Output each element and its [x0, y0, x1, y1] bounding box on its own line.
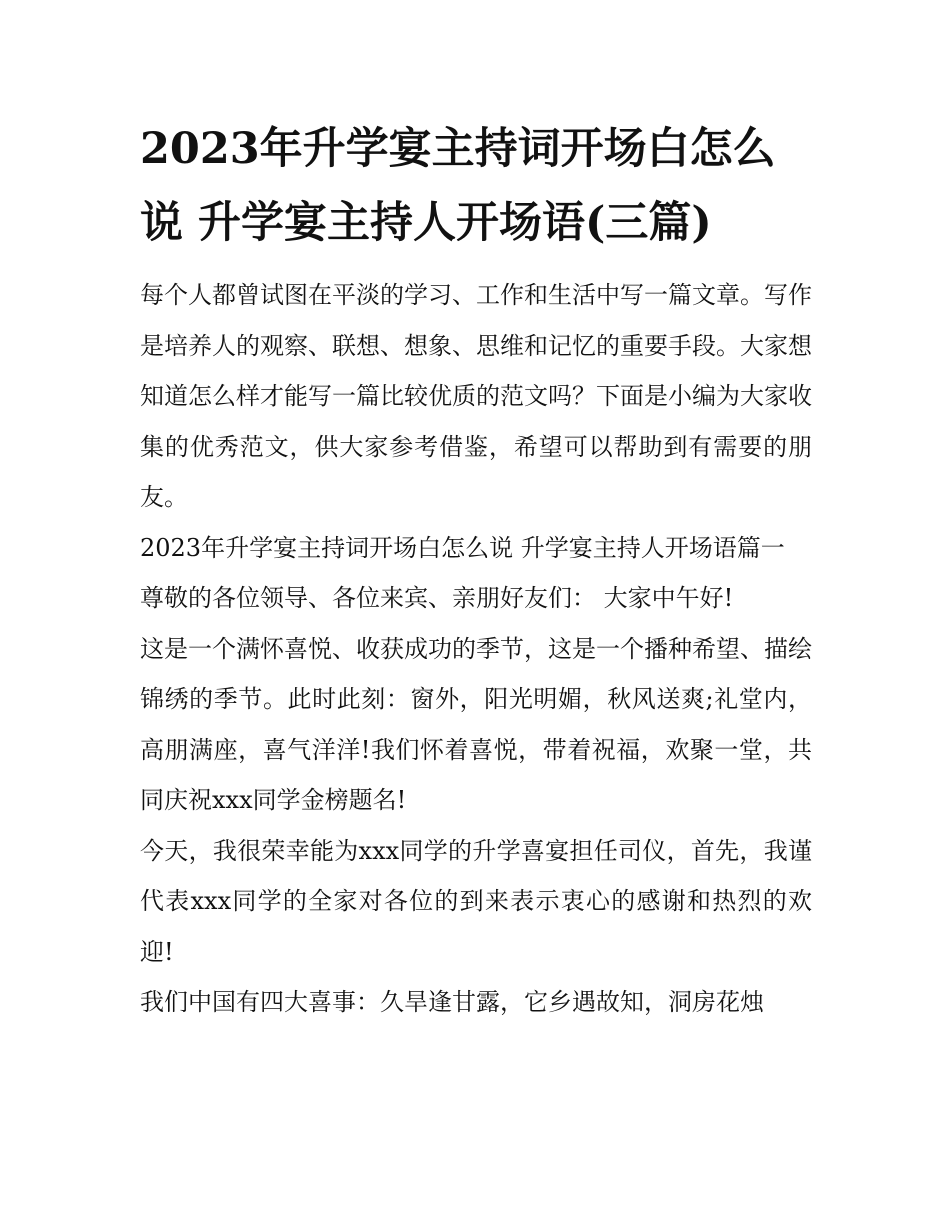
- paragraph-section-heading: 2023年升学宴主持词开场白怎么说 升学宴主持人开场语篇一: [140, 533, 785, 562]
- document-body: [140, 270, 812, 1028]
- document-page: [140, 112, 812, 1028]
- document-title: 2023年升学宴主持词开场白怎么说 升学宴主持人开场语(三篇): [140, 124, 776, 248]
- paragraph-thanks: 今天，我很荣幸能为xxx同学的升学喜宴担任司仪，首先，我谨代表xxx同学的全家对各位的到来表示衷心的感谢和热烈的欢迎!: [140, 836, 812, 966]
- paragraph-four-joys: 我们中国有四大喜事：久旱逢甘露，它乡遇故知，洞房花烛: [140, 988, 764, 1016]
- paragraph-greeting: 尊敬的各位领导、各位来宾、亲朋好友们： 大家中午好!: [140, 584, 734, 612]
- paragraph-season: 这是一个满怀喜悦、收获成功的季节，这是一个播种希望、描绘锦绣的季节。此时此刻：窗外，阳光明媚，秋风送爽;礼堂内，高朋满座，喜气洋洋!我们怀着喜悦，带着祝福，欢聚一堂，共同庆祝xxx同学金榜题名!: [140, 634, 812, 814]
- paragraph-intro: 每个人都曾试图在平淡的学习、工作和生活中写一篇文章。写作是培养人的观察、联想、想象、思维和记忆的重要手段。大家想知道怎么样才能写一篇比较优质的范文吗？下面是小编为大家收集的优秀范文，供大家参考借鉴，希望可以帮助到有需要的朋友。: [140, 281, 812, 511]
